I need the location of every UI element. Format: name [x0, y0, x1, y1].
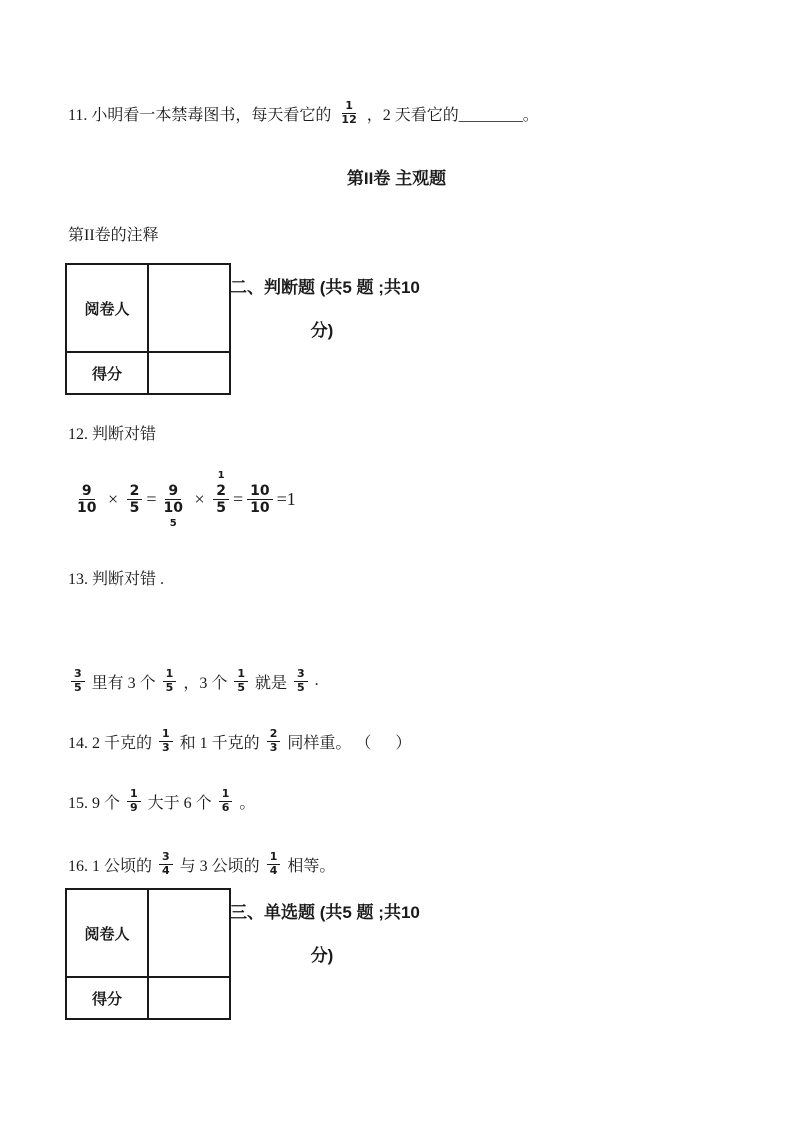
fraction — [127, 788, 141, 814]
text-segment: = — [146, 489, 157, 510]
denominator: 6 — [221, 800, 230, 814]
question-14 — [68, 728, 411, 754]
question-15 — [68, 788, 255, 814]
numerator: 9 — [165, 483, 181, 500]
denominator: 10 — [77, 500, 97, 517]
numerator: 2 — [267, 728, 281, 742]
numerator: 10 — [247, 483, 272, 500]
fraction — [127, 483, 143, 516]
text-segment: ，3 个 — [179, 674, 232, 692]
numerator: 1 — [163, 668, 177, 682]
question-11 — [68, 100, 539, 126]
reviewer-input-cell — [148, 889, 230, 977]
section-choice-heading-line2: 分) — [310, 946, 334, 965]
text-segment: 大于 6 个 — [143, 794, 216, 812]
text-segment: =1 — [276, 489, 296, 510]
cancel-digit-bottom: 5 — [169, 518, 177, 530]
text-segment: 和 1 千克的 — [175, 734, 264, 752]
fraction — [74, 483, 99, 516]
text-segment: 里有 3 个 — [87, 674, 160, 692]
text-segment: 。 — [235, 794, 256, 812]
text-segment: = — [232, 489, 244, 510]
part2-title: 第II卷 主观题 — [346, 169, 447, 188]
denominator: 5 — [297, 680, 305, 694]
fraction — [267, 728, 281, 754]
text-segment: . — [310, 672, 319, 690]
numerator: 1 — [234, 668, 248, 682]
numerator: 1 — [159, 728, 173, 742]
fraction — [219, 788, 233, 814]
numerator: 1 — [127, 788, 141, 802]
fraction — [161, 483, 186, 530]
denominator: 5 — [237, 680, 245, 694]
score-input-cell — [148, 977, 230, 1019]
denominator: 4 — [162, 863, 170, 877]
question-12-label: 12. 判断对错 — [68, 426, 157, 443]
numerator: 1 — [219, 788, 233, 802]
fraction — [71, 668, 85, 694]
fraction — [247, 483, 272, 516]
denominator: 5 — [74, 680, 82, 694]
denominator: 12 — [341, 112, 357, 126]
numerator: 3 — [294, 668, 308, 682]
text-segment: 14. 2 千克的 — [68, 734, 157, 752]
numerator: 1 — [342, 100, 356, 114]
text-segment: 16. 1 公顷的 — [68, 857, 157, 875]
reviewer-label-cell: 阅卷人 — [66, 889, 148, 977]
reviewer-label-cell: 阅卷人 — [66, 264, 148, 352]
fraction — [267, 851, 281, 877]
score-input-cell — [148, 352, 230, 394]
section-judge-heading-line2: 分) — [310, 321, 334, 340]
numerator: 3 — [71, 668, 85, 682]
fraction — [159, 728, 173, 754]
question-13-label: 13. 判断对错 . — [68, 571, 165, 588]
fraction — [213, 470, 229, 517]
section-judge-heading-line1: 二、判断题 (共5 题 ;共10 — [230, 278, 420, 297]
reviewer-input-cell — [148, 264, 230, 352]
text-segment: 15. 9 个 — [68, 794, 125, 812]
numerator: 3 — [159, 851, 173, 865]
text-segment: 相等。 — [283, 857, 336, 875]
fraction — [294, 668, 308, 694]
fraction — [234, 668, 248, 694]
grading-table-choice — [65, 888, 231, 1020]
denominator: 5 — [216, 500, 226, 517]
denominator: 5 — [129, 500, 140, 517]
denominator: 3 — [162, 740, 170, 754]
denominator: 9 — [130, 800, 138, 814]
fraction — [338, 100, 359, 126]
text-segment: 与 3 公顷的 — [175, 857, 264, 875]
question-12-equation — [70, 470, 296, 530]
fraction — [163, 668, 177, 694]
denominator: 10 — [250, 500, 270, 517]
text-segment: 同样重。 （ ） — [283, 734, 412, 752]
text-segment: 11. 小明看一本禁毒图书，每天看它的 — [68, 106, 336, 124]
text-segment: × — [190, 489, 210, 510]
denominator: 3 — [269, 740, 278, 754]
denominator: 10 — [163, 500, 184, 517]
question-16 — [68, 851, 335, 877]
part2-note: 第II卷的注释 — [68, 227, 159, 244]
cancel-digit-top: 1 — [217, 470, 225, 481]
numerator: 2 — [213, 483, 229, 500]
text-segment: 就是 — [251, 674, 292, 692]
denominator: 5 — [165, 680, 174, 694]
text-segment: × — [103, 489, 123, 510]
numerator: 9 — [79, 483, 95, 500]
score-label-cell: 得分 — [66, 352, 148, 394]
fraction — [159, 851, 173, 877]
question-13-statement — [68, 668, 319, 694]
numerator: 1 — [267, 851, 281, 865]
score-label-cell: 得分 — [66, 977, 148, 1019]
grading-table-judge — [65, 263, 231, 395]
text-segment: ，2 天看它的________。 — [362, 106, 539, 124]
numerator: 2 — [127, 483, 143, 500]
denominator: 4 — [269, 863, 278, 877]
section-choice-heading-line1: 三、单选题 (共5 题 ;共10 — [230, 903, 420, 922]
